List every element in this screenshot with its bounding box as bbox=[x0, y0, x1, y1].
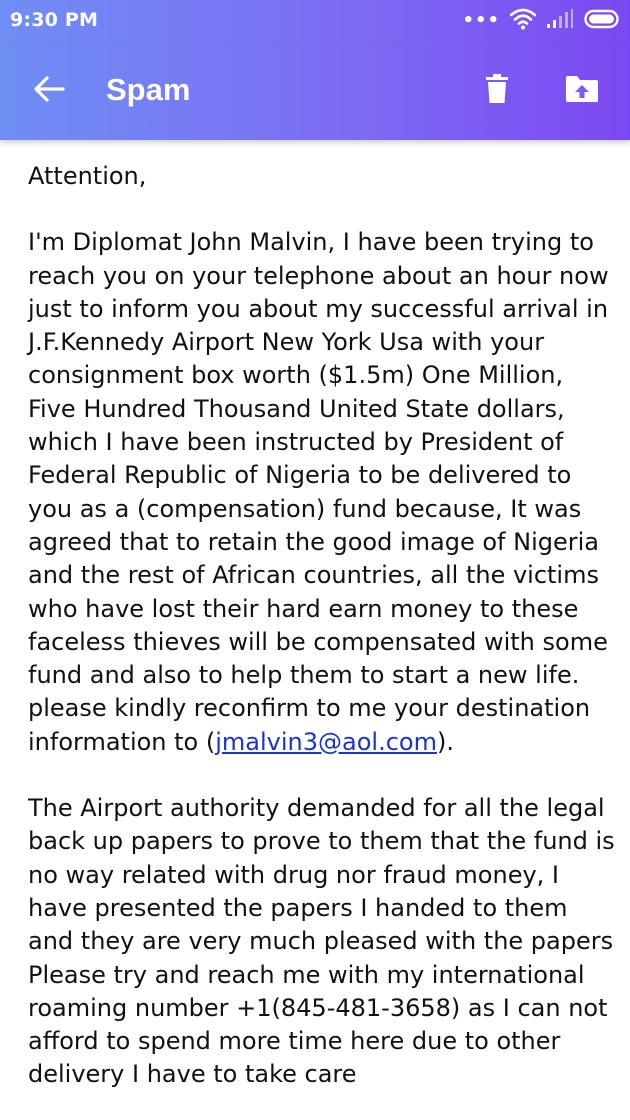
email-paragraph bbox=[28, 226, 618, 759]
more-dots-icon: ••• bbox=[462, 10, 500, 31]
arrow-left-icon bbox=[33, 75, 65, 107]
move-to-inbox-button[interactable] bbox=[555, 64, 609, 118]
battery-icon bbox=[584, 9, 620, 33]
wifi-icon bbox=[510, 8, 536, 34]
back-button[interactable] bbox=[22, 64, 76, 118]
move-to-inbox-icon bbox=[565, 75, 599, 107]
paragraph-text: I'm Diplomat John Malvin, I have been trying to reach you on your telephone about an hour now just to inform you about my successful arrival in J.F.Kennedy Airport New York Usa with your consignment box worth ($1.5m) One Million, Five Hundred Thousand United State dollars, which I have been instructed by President of Federal Republic of Nigeria to be delivered to you as a (compensation) fund because, It was agreed that to retain the good image of Nigeria and the rest of African countries, all the victims who have lost their hard earn money to these faceless thieves will be compensated with some fund and also to help them to start a new life. please kindly reconfirm to me your destination information to ( bbox=[28, 228, 609, 756]
email-paragraph: The Airport authority demanded for all the legal back up papers to prove to them that the fund is no way related with drug nor fraud money, I have presented the papers I handed to them and they are very much pleased with the papers Please try and reach me with my international roaming number +1(845-481-3658) as I can not afford to spend more time here due to other delivery I have to take care bbox=[28, 794, 615, 1089]
status-time: 9:30 PM bbox=[10, 9, 99, 31]
delete-icon bbox=[484, 74, 510, 108]
signal-icon bbox=[546, 9, 574, 33]
app-bar bbox=[0, 42, 630, 140]
status-icons bbox=[462, 8, 620, 34]
delete-button[interactable] bbox=[470, 64, 524, 118]
paragraph-text: ). bbox=[436, 727, 454, 756]
email-body bbox=[28, 160, 618, 1120]
page-title: Spam bbox=[106, 72, 191, 107]
email-link[interactable]: jmalvin3@aol.com bbox=[215, 727, 437, 756]
greeting: Attention, bbox=[28, 162, 147, 190]
status-bar bbox=[0, 0, 630, 42]
